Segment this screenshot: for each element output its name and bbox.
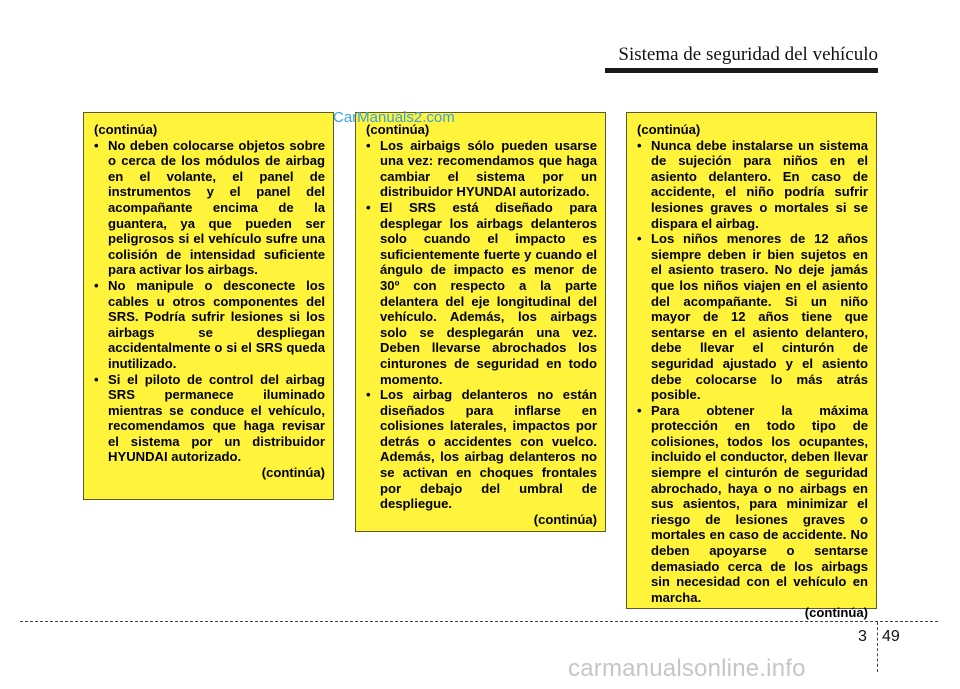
warning-item: • Los airbag delanteros no están diseñados para inflarse en colisiones laterales, impactos por detrás o accidentes con vuelco. Además, los airbag delanteros no se activan en choques frontales por debajo del umbral de despliegue. bbox=[364, 387, 597, 512]
warning-item: • No deben colocarse objetos sobre o cerca de los módulos de airbag en el volante, el panel de instrumentos y el panel del acompañante encima de la guantera, ya que pueden ser peligrosos si el vehículo sufre una colisión de intensidad suficiente para activar los airbags. bbox=[92, 138, 325, 278]
footer-divider bbox=[20, 621, 938, 622]
warning-item: • Si el piloto de control del airbag SRS permanece iluminado mientras se conduce el vehículo, recomendamos que haga revisar el sistema por un distribuidor HYUNDAI autorizado. bbox=[92, 372, 325, 466]
warning-list bbox=[92, 138, 325, 465]
continues-label: (continúa) bbox=[261, 465, 325, 481]
warning-list bbox=[364, 138, 597, 512]
continues-label: (continúa) bbox=[533, 511, 597, 527]
continued-label: (continúa) bbox=[637, 122, 701, 137]
section-title: Sistema de seguridad del vehículo bbox=[618, 44, 878, 65]
warning-box-2 bbox=[355, 112, 606, 532]
page-number: 49 bbox=[882, 628, 900, 645]
warning-list bbox=[635, 138, 868, 606]
warning-item: • El SRS está diseñado para desplegar los airbags delanteros solo cuando el impacto es suficientemente fuerte y cuando el ángulo de impacto es menor de 30º con respecto a la parte delantera del eje longitudinal del vehículo. Además, los airbags solo se desplegarán una vez. Deben llevarse abrochados los cinturones de seguridad en todo momento. bbox=[364, 200, 597, 387]
watermark-bottom: carmanualsonline.info bbox=[568, 655, 806, 682]
warning-item: • Los airbaigs sólo pueden usarse una vez: recomendamos que haga cambiar el sistema por un distribuidor HYUNDAI autorizado. bbox=[364, 138, 597, 200]
warning-item: • Para obtener la máxima protección en todo tipo de colisiones, todos los ocupantes, incluido el conductor, deben llevar siempre el cinturón de seguridad abrochado, haya o no airbags en sus asientos, para minimizar el riesgo de lesiones graves o mortales en caso de accidente. No deben apoyarse o sentarse demasiado cerca de los airbags sin necesidad con el vehículo en marcha. bbox=[635, 403, 868, 606]
warning-item: • No manipule o desconecte los cables u otros componentes del SRS. Podría sufrir lesiones si los airbags se despliegan accidentalmente o si el SRS queda inutilizado. bbox=[92, 278, 325, 372]
warning-box-1 bbox=[83, 112, 334, 500]
header-rule bbox=[605, 68, 878, 73]
continues-label: (continúa) bbox=[804, 605, 868, 621]
warning-item: • Nunca debe instalarse un sistema de sujeción para niños en el asiento delantero. En caso de accidente, el niño podría sufrir lesiones graves o mortales si se dispara el airbag. bbox=[635, 138, 868, 232]
page-number-divider bbox=[877, 622, 878, 672]
continued-label: (continúa) bbox=[94, 122, 158, 137]
watermark-top: CarManuals2.com bbox=[333, 109, 455, 126]
chapter-number: 3 bbox=[858, 628, 867, 645]
warning-box-3 bbox=[626, 112, 877, 621]
warning-item: • Los niños menores de 12 años siempre deben ir bien sujetos en el asiento trasero. No deje jamás que los niños viajen en el asiento del acompañante. Si un niño mayor de 12 años tiene que sentarse en el asiento delantero, debe llevar el cinturón de seguridad ajustado y el asiento debe colocarse lo más atrás posible. bbox=[635, 231, 868, 403]
continued-label: (continúa) bbox=[366, 122, 430, 137]
